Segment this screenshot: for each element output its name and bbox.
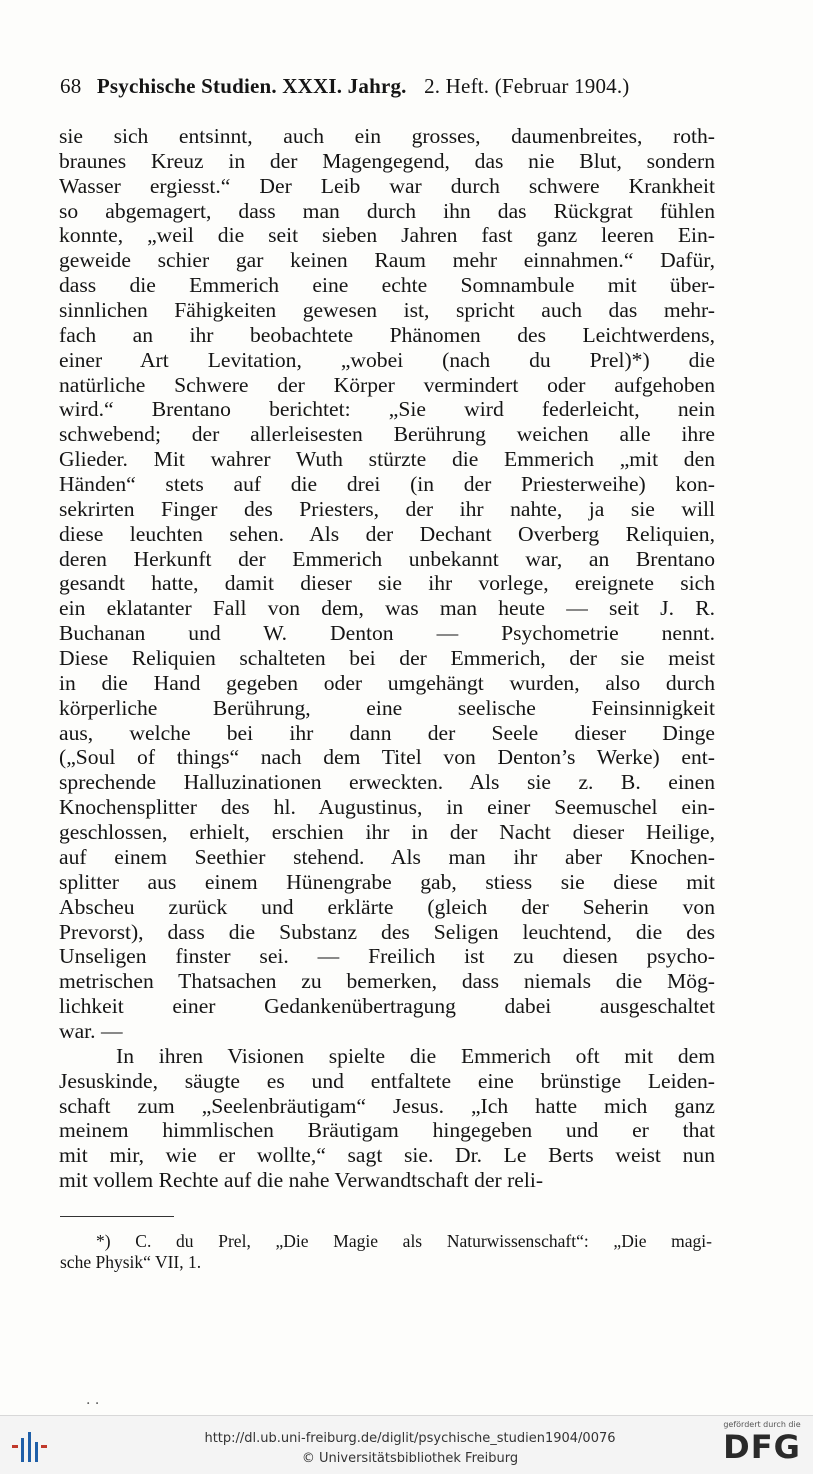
- stray-mark: · ·: [86, 1396, 100, 1412]
- text-line: metrischen Thatsachen zu bemerken, dass niemals die Mög-: [59, 969, 715, 994]
- text-line: Knochensplitter des hl. Augustinus, in einer Seemuschel ein-: [59, 795, 715, 820]
- text-line: Jesuskinde, säugte es und entfaltete eine brünstige Leiden-: [59, 1068, 715, 1093]
- text-line: wird.“ Brentano berichtet: „Sie wird federleicht, nein: [59, 397, 715, 422]
- running-head: [60, 74, 760, 104]
- funding-note: gefördert durch die: [723, 1420, 801, 1429]
- text-line: („Soul of things“ nach dem Titel von Denton’s Werke) ent-: [59, 745, 715, 770]
- text-line: in die Hand gegeben oder umgehängt wurden, also durch: [59, 670, 715, 695]
- text-line: splitter aus einem Hünengrabe gab, stiess sie diese mit: [59, 869, 715, 894]
- footnote-line: *) C. du Prel, „Die Magie als Naturwissenschaft“: „Die magi-: [96, 1231, 712, 1251]
- citation: [140, 1429, 680, 1469]
- attribution-bar: [0, 1415, 813, 1474]
- text-line: Wasser ergiesst.“ Der Leib war durch schwere Krankheit: [59, 173, 715, 198]
- text-line: In ihren Visionen spielte die Emmerich oft mit dem: [116, 1043, 715, 1068]
- footnote-rule: [60, 1216, 174, 1217]
- text-line: aus, welche bei ihr dann der Seele dieser Dinge: [59, 720, 715, 745]
- text-line: lichkeit einer Gedankenübertragung dabei ausgeschaltet: [59, 994, 715, 1019]
- text-line: konnte, „weil die seit sieben Jahren fast ganz leeren Ein-: [59, 223, 715, 248]
- text-line: auf einem Seethier stehend. Als man ihr aber Knochen-: [59, 844, 715, 869]
- text-line: Glieder. Mit wahrer Wuth stürzte die Emmerich „mit den: [59, 447, 715, 472]
- text-line: Diese Reliquien schalteten bei der Emmerich, der sie meist: [59, 646, 715, 671]
- text-line: sprechende Halluzinationen erweckten. Als sie z. B. einen: [59, 770, 715, 795]
- text-line: Buchanan und W. Denton — Psychometrie nennt.: [59, 621, 715, 646]
- text-line: dass die Emmerich eine echte Somnambule mit über-: [59, 273, 715, 298]
- text-line: natürliche Schwere der Körper vermindert oder aufgehoben: [59, 372, 715, 397]
- library-logo-icon: [10, 1428, 50, 1466]
- text-line: geschlossen, erhielt, erschien ihr in der Nacht dieser Heilige,: [59, 820, 715, 845]
- text-line: Prevorst), dass die Substanz des Seligen leuchtend, die des: [59, 919, 715, 944]
- permalink[interactable]: http://dl.ub.uni-freiburg.de/diglit/psychische_studien1904/0076: [204, 1431, 616, 1446]
- text-line: sie sich entsinnt, auch ein grosses, daumenbreites, roth-: [59, 124, 715, 148]
- text-line: einer Art Levitation, „wobei (nach du Prel)*) die: [59, 347, 715, 372]
- text-line: geweide schier gar keinen Raum mehr einnahmen.“ Dafür,: [59, 248, 715, 273]
- text-line: körperliche Berührung, eine seelische Feinsinnigkeit: [59, 695, 715, 720]
- issue-info: 2. Heft. (Februar 1904.): [424, 74, 630, 98]
- text-line: sinnlichen Fähigkeiten gewesen ist, spricht auch das mehr-: [59, 298, 715, 323]
- text-line: braunes Kreuz in der Magengegend, das nie Blut, sondern: [59, 148, 715, 173]
- journal-title: Psychische Studien. XXXI. Jahrg.: [96, 74, 407, 98]
- text-line: Abscheu zurück und erklärte (gleich der Seherin von: [59, 894, 715, 919]
- text-line: schaft zum „Seelenbräutigam“ Jesus. „Ich hatte mich ganz: [59, 1093, 715, 1118]
- text-line: Unseligen finster sei. — Freilich ist zu diesen psycho-: [59, 944, 715, 969]
- text-line: schwebend; der allerleisesten Berührung weichen alle ihre: [59, 422, 715, 447]
- text-line: mit mir, wie er wollte,“ sagt sie. Dr. Le Berts weist nun: [59, 1143, 715, 1168]
- text-line: fach an ihr beobachtete Phänomen des Leichtwerdens,: [59, 322, 715, 347]
- footnote: [60, 1231, 712, 1273]
- text-line: ein eklatanter Fall von dem, was man heute — seit J. R.: [59, 596, 715, 621]
- text-line: sekrirten Finger des Priesters, der ihr nahte, ja sie will: [59, 496, 715, 521]
- text-line: mit vollem Rechte auf die nahe Verwandtschaft der reli-: [59, 1168, 544, 1193]
- dfg-logo: [716, 1420, 808, 1470]
- text-line: gesandt hatte, damit dieser sie ihr vorlege, ereignete sich: [59, 571, 715, 596]
- text-line: so abgemagert, dass man durch ihn das Rückgrat fühlen: [59, 198, 715, 223]
- text-line: war. —: [59, 1018, 123, 1043]
- body-text: [59, 124, 715, 1193]
- text-line: Händen“ stets auf die drei (in der Priesterweihe) kon-: [59, 472, 715, 497]
- text-line: deren Herkunft der Emmerich unbekannt war, an Brentano: [59, 546, 715, 571]
- page-number: 68: [60, 74, 82, 98]
- footnote-line: sche Physik“ VII, 1.: [60, 1252, 202, 1272]
- text-line: meinem himmlischen Bräutigam hingegeben und er that: [59, 1118, 715, 1143]
- copyright-notice: © Universitätsbibliothek Freiburg: [301, 1451, 519, 1466]
- dfg-wordmark: DFG: [723, 1428, 801, 1466]
- text-line: diese leuchten sehen. Als der Dechant Overberg Reliquien,: [59, 521, 715, 546]
